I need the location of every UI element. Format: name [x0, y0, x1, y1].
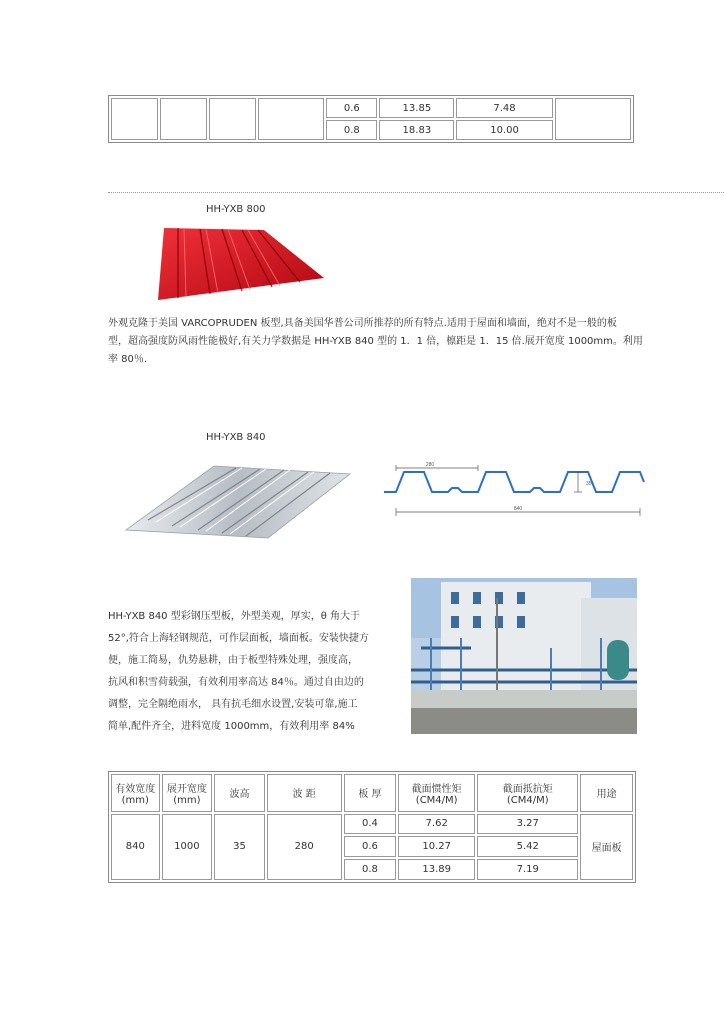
paragraph-line: 外观克隆于美国 VARCOPRUDEN 板型,具备美国华普公司所推荐的所有特点.适用于屋面和墙面，绝对不是一般的板: [108, 318, 617, 329]
header-text: 展开宽度: [166, 783, 207, 795]
cell-wave-pitch: 280: [267, 814, 342, 881]
table-cell: 3.27: [477, 814, 578, 835]
cell-usage: 屋面板: [580, 814, 633, 881]
paragraph-line: 52°,符合上海轻钢规范，可作层面板，墙面板。安装快捷方: [108, 633, 369, 644]
paragraph-line: 型，超高强度防风雨性能极好,有关力学数据是 HH-YXB 840 型的 1．1 倍，檩距是 1．15 倍.展开宽度 1000mm。利用: [108, 336, 643, 347]
table-cell-empty: [111, 98, 158, 140]
section-title-800: HH-YXB 800: [206, 204, 266, 215]
dotted-divider: [108, 192, 724, 193]
table-cell: 13.89: [398, 859, 475, 880]
cell-effective-width: 840: [111, 814, 160, 881]
table-cell: 0.8: [326, 120, 377, 140]
header-unit: (mm): [121, 794, 149, 806]
header-text: 截面抵抗矩: [502, 783, 553, 795]
header-text: 截面惯性矩: [411, 783, 462, 795]
table-cell: 0.4: [344, 814, 397, 835]
header-effective-width: [111, 774, 160, 812]
header-expanded-width: [162, 774, 213, 812]
dimension-label-width: 840: [513, 506, 523, 512]
header-resistance: [477, 774, 578, 812]
header-text: 有效宽度: [115, 783, 156, 795]
table-cell: 18.83: [379, 120, 454, 140]
table-cell: 10.00: [456, 120, 552, 140]
header-wave-height: 波高: [214, 774, 265, 812]
paragraph-line: 率 80％.: [108, 354, 148, 365]
spec-table-top: [108, 95, 634, 143]
steel-deck-panel-image: [118, 460, 358, 540]
table-cell: 0.6: [344, 836, 397, 857]
section2-description: [108, 606, 398, 738]
spec-table-bottom: [108, 771, 636, 883]
paragraph-line: 简单,配件齐全，进料宽度 1000mm，有效利用率 84%: [108, 721, 355, 732]
table-cell-empty: [160, 98, 207, 140]
table-cell-empty: [209, 98, 256, 140]
profile-section-diagram: [378, 458, 648, 528]
table-cell: 7.48: [456, 98, 552, 118]
dimension-label-pitch: 280: [425, 462, 435, 468]
header-unit: (CM4/M): [415, 794, 458, 806]
cell-expanded-width: 1000: [162, 814, 213, 881]
header-unit: (mm): [173, 794, 201, 806]
paragraph-line: 调整，完全隔绝雨水， 具有抗毛细水设置,安装可靠,施工: [108, 699, 358, 710]
section-title-840: HH-YXB 840: [206, 432, 266, 443]
building-photo: [411, 578, 637, 734]
header-wave-pitch: 波 距: [267, 774, 342, 812]
red-roof-panel-image: [148, 222, 328, 302]
header-thickness: 板 厚: [344, 774, 397, 812]
table-cell: 7.62: [398, 814, 475, 835]
table-cell-empty: [258, 98, 324, 140]
table-cell-empty: [555, 98, 631, 140]
paragraph-line: 便，施工简易，仇势悬耕，由于板型特殊处理，强度高，: [108, 655, 358, 666]
table-cell: 0.6: [326, 98, 377, 118]
dimension-label-height: 35: [586, 481, 592, 487]
header-usage: 用途: [580, 774, 633, 812]
table-cell: 13.85: [379, 98, 454, 118]
header-unit: (CM4/M): [506, 794, 549, 806]
section1-description: [108, 315, 664, 369]
header-inertia: [398, 774, 475, 812]
table-cell: 5.42: [477, 836, 578, 857]
table-cell: 0.8: [344, 859, 397, 880]
paragraph-line: 抗风和积雪荷载强，有效利用率高达 84％。通过自由边的: [108, 677, 364, 688]
table-cell: 10.27: [398, 836, 475, 857]
paragraph-line: HH-YXB 840 型彩钢压型板，外型美观，厚实，θ 角大于: [108, 611, 361, 622]
table-cell: 7.19: [477, 859, 578, 880]
cell-wave-height: 35: [214, 814, 265, 881]
